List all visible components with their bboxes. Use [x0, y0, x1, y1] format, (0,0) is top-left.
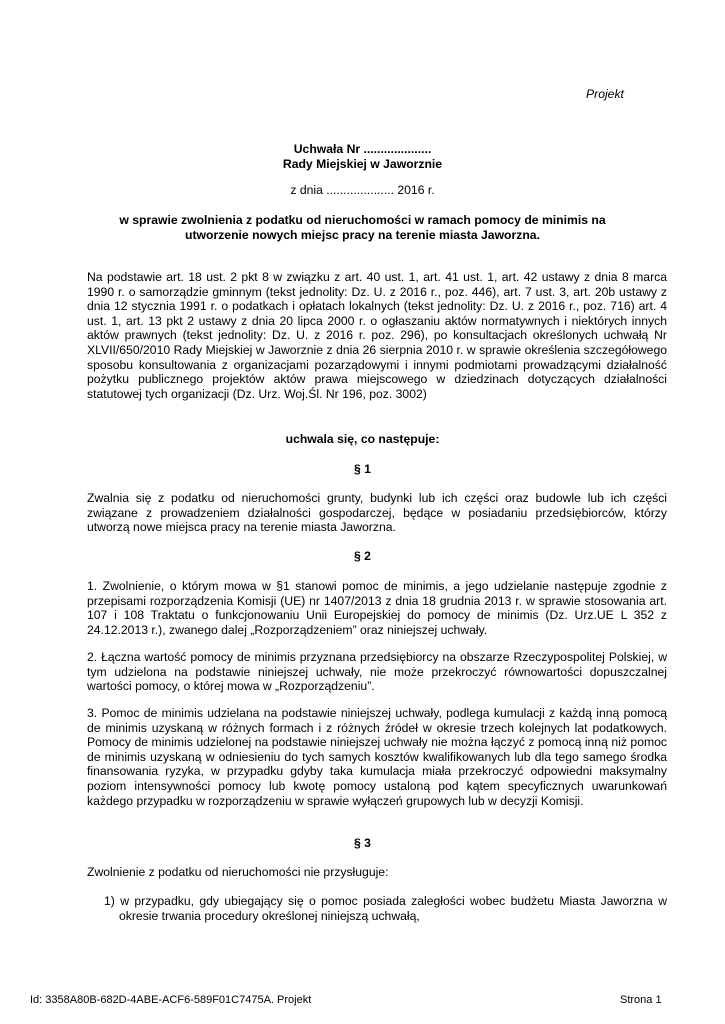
- section-2-paragraph-2: 2. Łączna wartość pomocy de minimis przyznana przedsiębiorcy na obszarze Rzeczypospolitej Polskiej, w tym udzielona na podstawie niniejszej uchwały, nie może przekroczyć równowartości dopuszczalnej wartości pomocy, o której mowa w „Rozporządzeniu”.: [87, 650, 667, 694]
- section-3-heading: § 3: [354, 836, 371, 850]
- resolution-subject: w sprawie zwolnienia z podatku od nieruchomości w ramach pomocy de minimis na utworzenie nowych miejsc pracy na terenie miasta Jaworzna.: [119, 213, 606, 242]
- section-3-item-1-text: 1) w przypadku, gdy ubiegający się o pomoc posiada zaległości wobec budżetu Miasta Jaworzna w okresie trwania procedury określonej niniejszą uchwałą,: [104, 894, 667, 923]
- resolves-heading: uchwala się, co następuje:: [285, 432, 440, 446]
- council-name: Rady Miejskiej w Jaworznie: [282, 156, 443, 171]
- footer-page-number: Strona 1: [620, 994, 662, 1006]
- section-2-paragraph-1: 1. Zwolnienie, o którym mowa w §1 stanowi pomoc de minimis, a jego udzielanie następuje zgodnie z przepisami rozporządzenia Komisji (UE) nr 1407/2013 z dnia 18 grudnia 2013 r. w sprawie stosowania art. 107 i 108 Traktatu o funkcjonowaniu Unii Europejskiej do pomocy de minimis (Dz. Urz.UE L 352 z 24.12.2013 r.), zwanego dalej „Rozporządzeniem” oraz niniejszej uchwały.: [87, 579, 667, 637]
- resolution-date: z dnia .................... 2016 r.: [290, 183, 435, 197]
- resolution-number: Uchwała Nr ....................: [293, 142, 432, 156]
- section-3-item-1: [104, 894, 667, 923]
- section-1-heading: § 1: [354, 462, 371, 476]
- section-3-intro: Zwolnienie z podatku od nieruchomości nie przysługuje:: [87, 865, 389, 879]
- section-2-paragraph-3: 3. Pomoc de minimis udzielana na podstawie niniejszej uchwały, podlega kumulacji z każdą inną pomocą de minimis uzyskaną w różnych formach i z różnych źródeł w okresie trzech kolejnych lat podatkowych. Pomocy de minimis udzielonej na podstawie niniejszej uchwały nie można łączyć z pomocą inną niż pomoc de minimis uzyskaną w odniesieniu do tych samych kosztów kwalifikowanych lub dla tego samego środka finansowania ryzyka, w przypadku gdyby taka kumulacja miała przekroczyć odpowiedni maksymalny poziom intensywności pomocy lub kwotę pomocy ustaloną pod kątem specyficznych uwarunkowań każdego przypadku w rozporządzeniu w sprawie wyłączeń grupowych lub w decyzji Komisji.: [87, 706, 667, 808]
- project-label: Projekt: [586, 87, 624, 101]
- section-2-heading: § 2: [354, 549, 371, 563]
- footer-document-id: Id: 3358A80B-682D-4ABE-ACF6-589F01C7475A. Projekt: [30, 994, 312, 1006]
- resolution-title: [0, 142, 725, 171]
- preamble: Na podstawie art. 18 ust. 2 pkt 8 w związku z art. 40 ust. 1, art. 41 ust. 1, art. 42 ustawy z dnia 8 marca 1990 r. o samorządzie gminnym (tekst jednolity: Dz. U. z 2016 r., poz. 446), art. 7 ust. 3, art. 20b ustawy z dnia 12 stycznia 1991 r. o podatkach i opłatach lokalnych (tekst jednolity: Dz. U. z 2016 r., poz. 716) art. 4 ust. 1, art. 13 pkt 2 ustawy z dnia 20 lipca 2000 r. o ogłaszaniu aktów normatywnych i niektórych innych aktów prawnych (tekst jednolity: Dz. U. z 2016 r. poz. 296), po konsultacjach określonych uchwałą Nr XLVII/650/2010 Rady Miejskiej w Jaworznie z dnia 26 sierpnia 2010 r. w sprawie określenia szczegółowego sposobu konsultowania z organizacjami pozarządowymi i innymi podmiotami prowadzącymi działalność pożytku publicznego projektów aktów prawa miejscowego w dziedzinach dotyczących działalności statutowej tych organizacji (Dz. Urz. Woj.Śl. Nr 196, poz. 3002): [87, 270, 667, 401]
- section-1-text: Zwalnia się z podatku od nieruchomości grunty, budynki lub ich części oraz budowle lub ich części związane z prowadzeniem działalności gospodarczej, będące w posiadaniu przedsiębiorców, którzy utworzą nowe miejsca pracy na terenie miasta Jaworzna.: [87, 491, 667, 535]
